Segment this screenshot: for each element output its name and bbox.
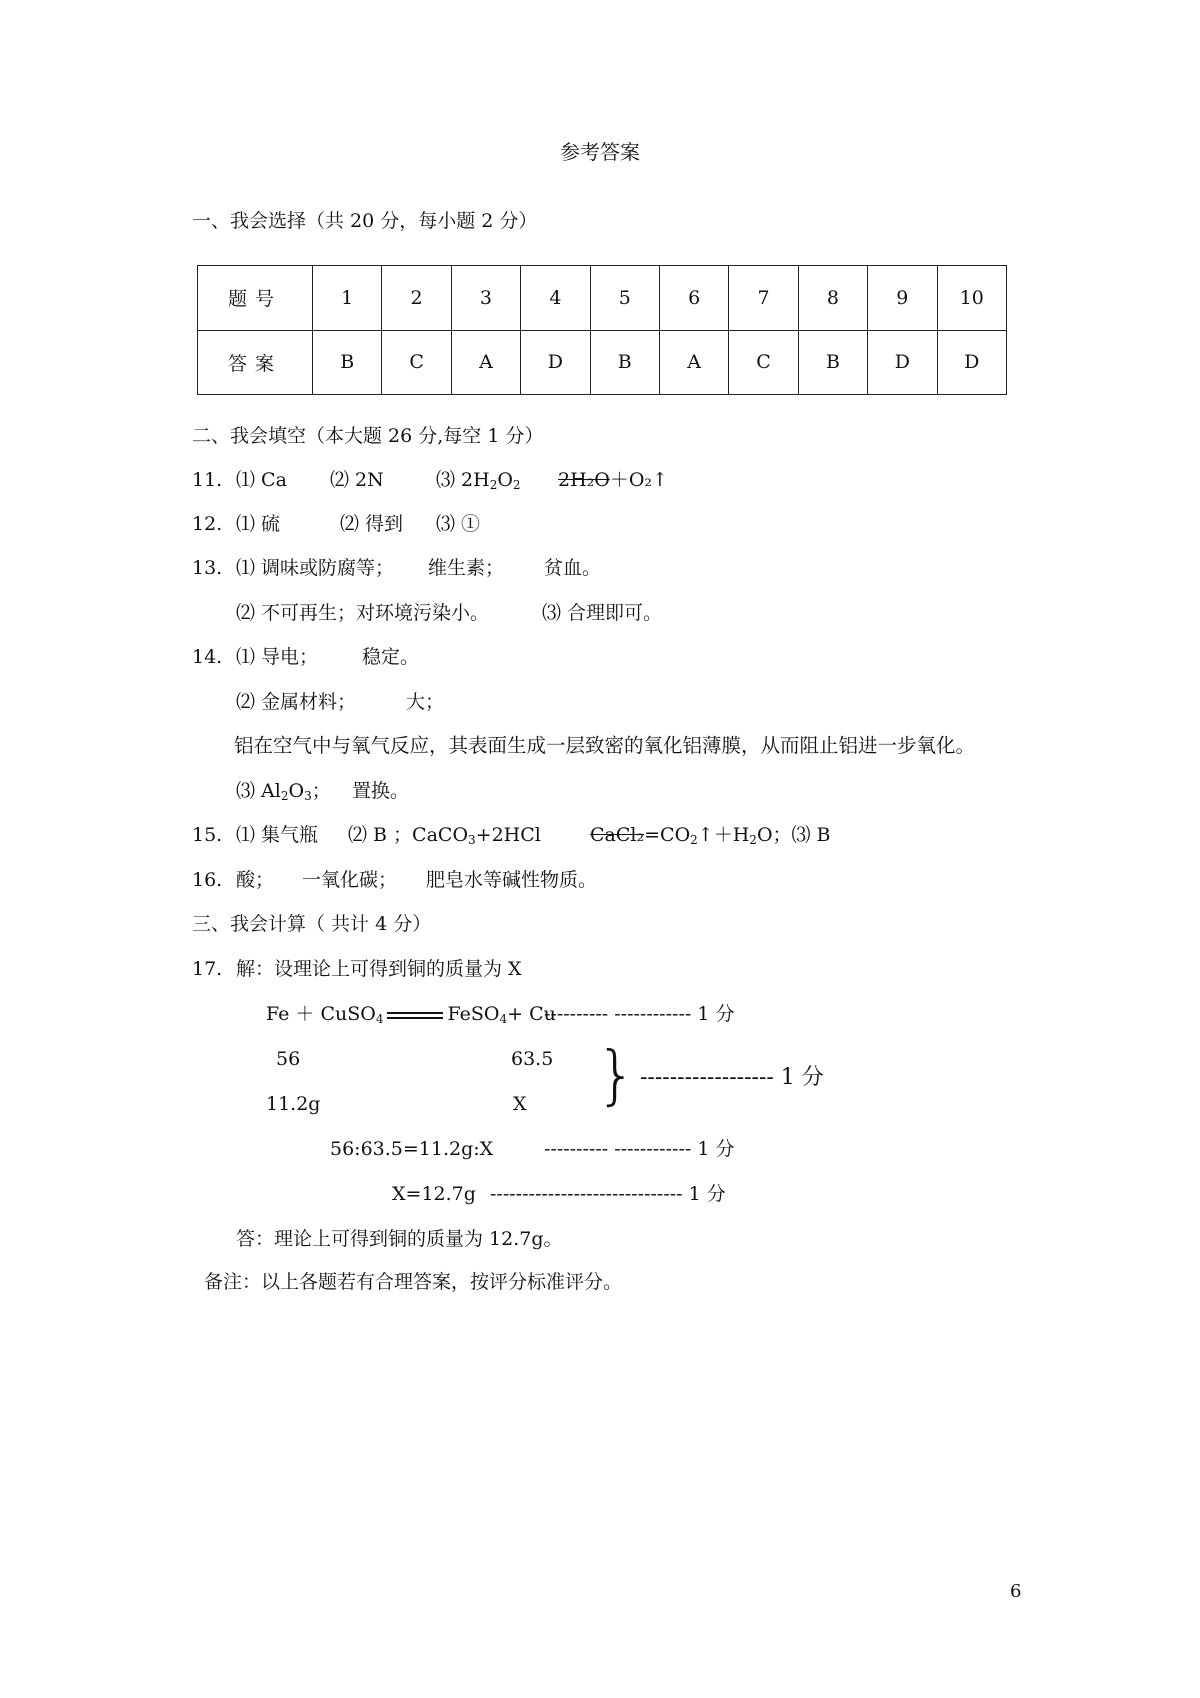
q17-ratio-score: ---------- ------------ 1 分 bbox=[544, 1138, 735, 1160]
struck-formula: 2H₂O bbox=[558, 469, 610, 491]
table-cell: 5 bbox=[590, 266, 659, 331]
table-cell: 3 bbox=[451, 266, 520, 331]
table-row bbox=[198, 266, 1007, 331]
table-cell: C bbox=[382, 330, 451, 395]
q17-answer: 答：理论上可得到铜的质量为 12.7g。 bbox=[236, 1228, 563, 1250]
table-cell: 9 bbox=[868, 266, 937, 331]
table-cell: 2 bbox=[382, 266, 451, 331]
q15-equation-tail bbox=[590, 823, 831, 847]
table-cell: A bbox=[451, 330, 520, 395]
table-row bbox=[198, 330, 1007, 395]
q17-given-fe: 11.2g bbox=[266, 1093, 321, 1115]
q13-line2b: ⑶ 合理即可。 bbox=[542, 602, 663, 624]
table-cell: 8 bbox=[798, 266, 867, 331]
q11-part3 bbox=[436, 468, 521, 492]
q17-proportion-score: ------------------ 1 分 bbox=[640, 1065, 824, 1090]
q17-equation-score: ---------- ------------ 1 分 bbox=[544, 1003, 735, 1025]
table-cell: 4 bbox=[521, 266, 590, 331]
page-title: 参考答案 bbox=[560, 140, 640, 164]
q15-formula: ↑＋H bbox=[697, 824, 750, 846]
table-cell: 6 bbox=[659, 266, 728, 331]
q16-part2: 一氧化碳； bbox=[302, 869, 398, 891]
page-number: 6 bbox=[1010, 1581, 1022, 1602]
q14-formula: ⑶ Al bbox=[236, 780, 281, 802]
q11-part3-text: ⑶ 2H bbox=[436, 469, 490, 491]
q17-number: 17. bbox=[192, 958, 223, 980]
q12-part2: ⑵ 得到 bbox=[340, 513, 404, 535]
eq-reactants: Fe ＋ CuSO bbox=[266, 1003, 376, 1025]
subscript: 4 bbox=[499, 1012, 508, 1026]
q16-number: 16. bbox=[192, 869, 223, 891]
q15-part1: ⑴ 集气瓶 bbox=[236, 824, 319, 846]
q16-part3: 肥皂水等碱性物质。 bbox=[426, 869, 598, 891]
q11-part3-text: O bbox=[497, 469, 513, 491]
q17-equation bbox=[266, 1002, 556, 1026]
q17-result: X=12.7g bbox=[392, 1183, 476, 1205]
table-cell: 10 bbox=[937, 266, 1006, 331]
subscript: 2 bbox=[690, 833, 698, 847]
q15-formula: +2HCl bbox=[475, 824, 541, 846]
q15-part2 bbox=[348, 823, 541, 847]
q14-line2a: ⑵ 金属材料； bbox=[236, 691, 357, 713]
q15-number: 15. bbox=[192, 824, 223, 846]
q13-number: 13. bbox=[192, 557, 223, 579]
q14-formula: O bbox=[288, 780, 305, 802]
section3-heading: 三、我会计算（ 共计 4 分） bbox=[192, 913, 432, 935]
row-label-number: 题号 bbox=[198, 266, 313, 331]
right-brace-icon: } bbox=[596, 1039, 637, 1113]
table-cell: D bbox=[521, 330, 590, 395]
eq-products: FeSO bbox=[447, 1003, 500, 1025]
remark: 备注：以上各题若有合理答案，按评分标准评分。 bbox=[204, 1271, 623, 1293]
q16-part1: 酸； bbox=[236, 869, 275, 891]
subscript: 3 bbox=[468, 833, 476, 847]
section1-heading: 一、我会选择（共 20 分，每小题 2 分） bbox=[192, 210, 538, 232]
eq-products: + Cu bbox=[507, 1003, 556, 1025]
q15-formula: ⑵ B ；CaCO bbox=[348, 824, 469, 846]
q11-tail: ＋O₂↑ bbox=[609, 469, 668, 491]
q13-line1c: 贫血。 bbox=[544, 557, 602, 579]
q17-unknown-cu: X bbox=[513, 1093, 527, 1115]
subscript: 4 bbox=[375, 1012, 384, 1026]
q17-result-score: ------------------------------ 1 分 bbox=[490, 1183, 726, 1205]
table-cell: C bbox=[729, 330, 798, 395]
q17-ratio: 56:63.5=11.2g:X bbox=[330, 1138, 494, 1160]
q12-part1: ⑴ 硫 bbox=[236, 513, 281, 535]
table-cell: 1 bbox=[313, 266, 382, 331]
q15-formula: =CO bbox=[644, 824, 691, 846]
q17-mass-cu: 63.5 bbox=[511, 1048, 554, 1070]
table-cell: B bbox=[313, 330, 382, 395]
q14-line2b: 大； bbox=[406, 691, 445, 713]
subscript: 2 bbox=[512, 478, 521, 492]
q14-line4b: 置换。 bbox=[352, 780, 410, 802]
row-label-answer: 答案 bbox=[198, 330, 313, 395]
table-cell: D bbox=[937, 330, 1006, 395]
table-cell: D bbox=[868, 330, 937, 395]
q14-line1a: ⑴ 导电； bbox=[236, 646, 319, 668]
q14-formula: ； bbox=[311, 780, 331, 802]
q13-line1a: ⑴ 调味或防腐等； bbox=[236, 557, 395, 579]
q12-number: 12. bbox=[192, 513, 223, 535]
table-cell: 7 bbox=[729, 266, 798, 331]
table-cell: A bbox=[659, 330, 728, 395]
q13-line2a: ⑵ 不可再生；对环境污染小。 bbox=[236, 602, 490, 624]
q13-line1b: 维生素； bbox=[428, 557, 505, 579]
answer-table bbox=[197, 265, 1007, 395]
q14-line3: 铝在空气中与氧气反应，其表面生成一层致密的氧化铝薄膜，从而阻止铝进一步氧化。 bbox=[234, 734, 976, 757]
q14-line4a bbox=[236, 779, 331, 803]
subscript: 2 bbox=[489, 478, 498, 492]
q14-number: 14. bbox=[192, 646, 223, 668]
q11-part2: ⑵ 2N bbox=[330, 469, 384, 491]
q17-intro: 解：设理论上可得到铜的质量为 X bbox=[236, 958, 522, 980]
q14-line1b: 稳定。 bbox=[362, 646, 420, 668]
subscript: 3 bbox=[304, 789, 312, 803]
q15-formula: O；⑶ B bbox=[756, 824, 831, 846]
subscript: 2 bbox=[280, 789, 289, 803]
table-cell: B bbox=[590, 330, 659, 395]
subscript: 2 bbox=[749, 833, 757, 847]
table-cell: B bbox=[798, 330, 867, 395]
section2-heading: 二、我会填空（本大题 26 分,每空 1 分） bbox=[192, 425, 544, 447]
q12-part3: ⑶ ① bbox=[436, 513, 481, 535]
q11-equation-tail bbox=[558, 468, 668, 492]
struck-formula: CaCl₂ bbox=[590, 824, 645, 846]
q17-mass-fe: 56 bbox=[276, 1048, 301, 1070]
equals-sign bbox=[387, 1012, 443, 1019]
q11-number: 11. bbox=[192, 469, 223, 491]
q11-part1: ⑴ Ca bbox=[236, 469, 287, 491]
